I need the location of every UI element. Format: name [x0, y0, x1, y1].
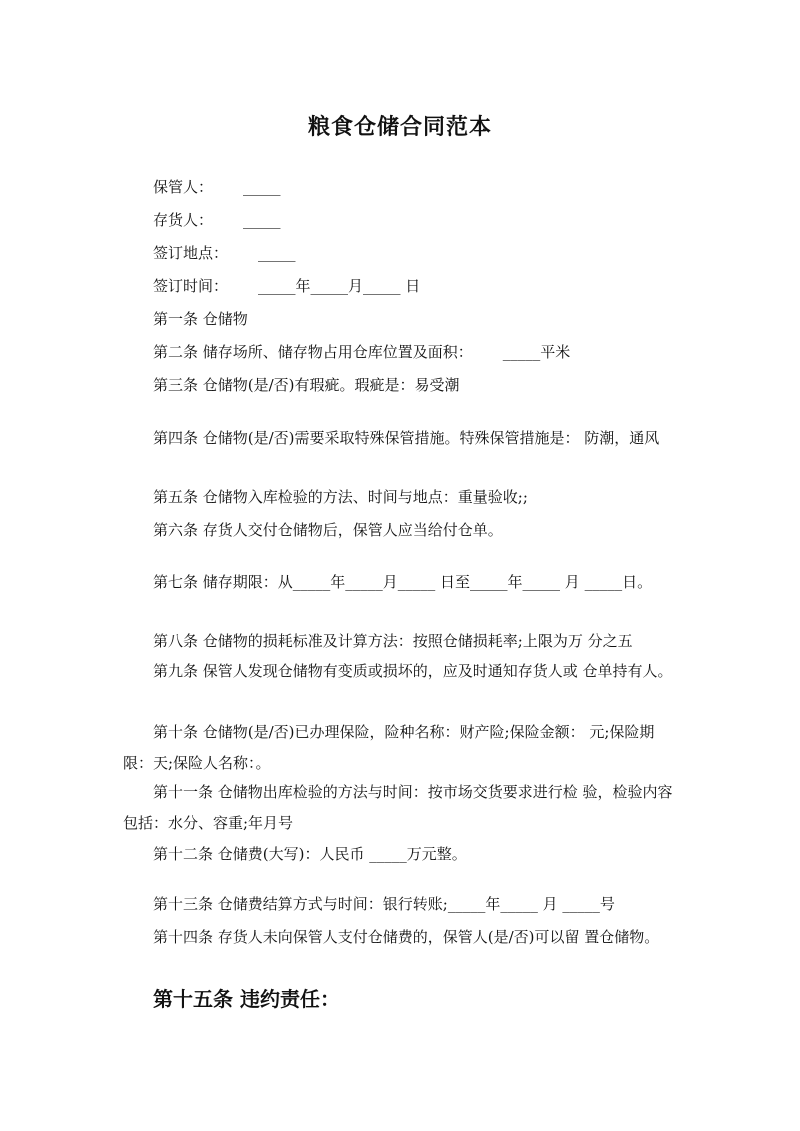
article-14: 第十四条 存货人未向保管人支付仓储费的，保管人(是/否)可以留 置仓储物。 [153, 928, 660, 946]
article-4: 第四条 仓储物(是/否)需要采取特殊保管措施。特殊保管措施是： 防潮，通风 [153, 429, 660, 447]
article-2-text: 第二条 储存场所、储存物占用仓库位置及面积： [153, 343, 473, 361]
depositor-line [153, 210, 281, 230]
depositor-label: 存货人： [153, 211, 214, 229]
time-label: 签订时间： [153, 277, 229, 295]
article-5: 第五条 仓储物入库检验的方法、时间与地点：重量验收;; [153, 488, 528, 506]
time-line [153, 276, 420, 296]
document-title: 粮食仓储合同范本 [307, 115, 492, 140]
article-6: 第六条 存货人交付仓储物后，保管人应当给付仓单。 [153, 521, 503, 539]
article-2 [153, 342, 570, 362]
place-line [153, 243, 296, 263]
article-2-value: _____平米 [502, 343, 571, 361]
article-9: 第九条 保管人发现仓储物有变质或损坏的，应及时通知存货人或 仓单持有人。 [153, 662, 673, 680]
article-7: 第七条 储存期限：从_____年_____月_____ 日至_____年_____ 月 _____日。 [153, 573, 653, 591]
article-15-heading: 第十五条 违约责任： [153, 987, 340, 1011]
article-13: 第十三条 仓储费结算方式与时间：银行转账;_____年_____ 月 _____号 [153, 895, 615, 913]
article-11: 第十一条 仓储物出库检验的方法与时间：按市场交货要求进行检 验，检验内容包括：水分、容重;年月号 [123, 783, 673, 832]
place-label: 签订地点： [153, 244, 229, 262]
custodian-label: 保管人： [153, 178, 214, 196]
place-blank: _____ [258, 244, 296, 262]
custodian-blank: _____ [243, 178, 281, 196]
article-12: 第十二条 仓储费(大写)：人民币 _____万元整。 [153, 845, 467, 863]
article-3: 第三条 仓储物(是/否)有瑕疵。瑕疵是：易受潮 [153, 376, 460, 394]
depositor-blank: _____ [243, 211, 281, 229]
article-1: 第一条 仓储物 [153, 310, 248, 328]
custodian-line [153, 177, 281, 197]
article-10: 第十条 仓储物(是/否)已办理保险，险种名称：财产险;保险金额： 元;保险期限：天;保险人名称：。 [123, 723, 655, 772]
article-8: 第八条 仓储物的损耗标准及计算方法：按照仓储损耗率;上限为万 分之五 [153, 632, 633, 650]
time-value: _____年_____月_____ 日 [258, 277, 421, 295]
